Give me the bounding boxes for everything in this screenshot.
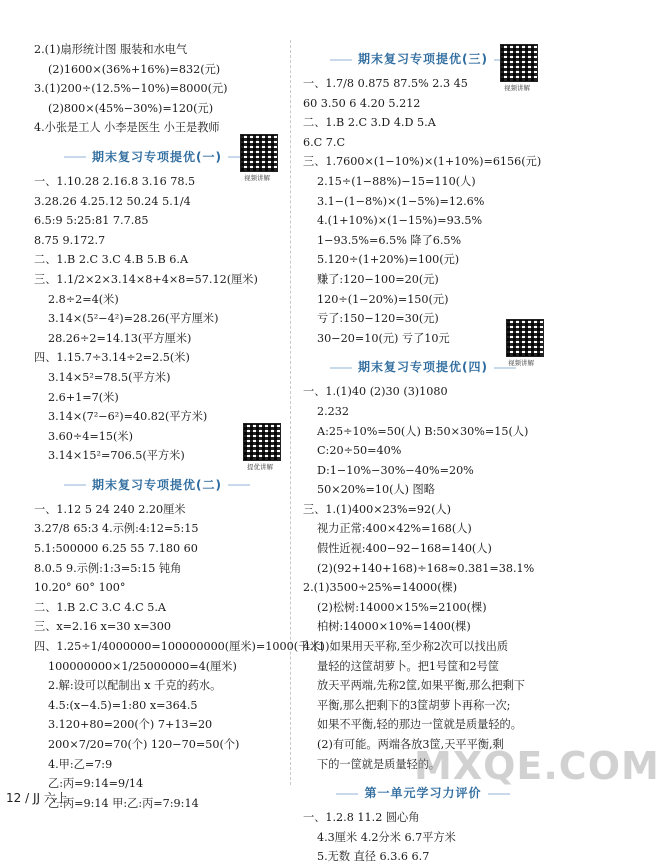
answer-line: 60 3.50 6 4.20 5.212	[303, 96, 421, 110]
answer-line: 量轻的这筐胡萝卜。把1号筐和2号筐	[317, 659, 500, 673]
answer-line: 3.14×(7²−6²)=40.82(平方米)	[48, 410, 208, 424]
answer-line: 乙:丙=9:14 甲:乙:丙=7:9:14	[48, 796, 199, 810]
answer-line: 4.小张是工人 小李是医生 小王是教师	[34, 121, 220, 135]
answer-line: 120÷(1−20%)=150(元)	[317, 292, 449, 306]
answer-line: 100000000×1/25000000=4(厘米)	[48, 659, 237, 673]
answer-line: 3.14×15²=706.5(平方米)	[48, 449, 185, 463]
qr-label-3: 提优讲解	[247, 463, 273, 471]
answer-line: 一、1.(1)40 (2)30 (3)1080	[303, 385, 448, 399]
answer-line: 30−20=10(元) 亏了10元	[317, 331, 450, 345]
answer-line: 4.5:(x−4.5)=1:80 x=364.5	[48, 698, 198, 712]
answer-line: 3.1−(1−8%)×(1−5%)=12.6%	[317, 194, 485, 208]
answer-line: 8.0.5 9.示例:1:3=5:15 钝角	[34, 561, 182, 575]
answer-line: 2.6+1=7(米)	[48, 390, 119, 404]
answer-line: 4.(1+10%)×(1−15%)=93.5%	[317, 214, 483, 228]
qr-code-4	[506, 319, 544, 357]
watermark: MXQE.COM	[414, 744, 660, 788]
answer-line: (2)1600×(36%+16%)=832(元)	[48, 62, 221, 76]
section-title: 期末复习专项提优(一)	[34, 148, 280, 165]
answer-line: 3.(1)200÷(12.5%−10%)=8000(元)	[34, 82, 228, 96]
answer-line: 二、1.B 2.C 3.C 4.B 5.B 6.A	[34, 253, 189, 267]
answer-line: 三、1.7600×(1−10%)×(1+10%)=6156(元)	[303, 155, 542, 169]
answer-line: A:25÷10%=50(人) B:50×30%=15(人)	[317, 424, 529, 438]
answer-line: 三、1.(1)400×23%=92(人)	[303, 502, 452, 516]
answer-line: 4.(1)如果用天平称,至少称2次可以找出质	[303, 640, 509, 654]
answer-line: D:1−10%−30%−40%=20%	[317, 463, 474, 477]
answer-line: C:20÷50=40%	[317, 444, 402, 458]
answer-line: (2)800×(45%−30%)=120(元)	[48, 101, 214, 115]
answer-line: 三、1.1/2×2×3.14×8+4×8=57.12(厘米)	[34, 272, 258, 286]
answer-line: 乙:丙=9:14=9/14	[48, 777, 144, 791]
section-header	[34, 472, 280, 498]
answer-line: 亏了:150−120=30(元)	[317, 312, 439, 326]
answer-line: 4.甲:乙=7:9	[48, 757, 113, 771]
answer-line: 四、1.25÷1/4000000=100000000(厘米)=1000(千米)	[34, 640, 325, 654]
answer-line: 2.解:设可以配制出 x 千克的药水。	[48, 679, 222, 693]
column-divider	[290, 40, 291, 785]
answer-line: 2.15÷(1−88%)−15=110(人)	[317, 174, 476, 188]
answer-line: 28.26÷2=14.13(平方厘米)	[48, 331, 192, 345]
answer-line: 3.14×5²=78.5(平方米)	[48, 370, 171, 384]
answer-line: 2.232	[317, 404, 350, 418]
answer-line: 一、1.12 5 24 240 2.20厘米	[34, 502, 186, 516]
section-header	[303, 354, 543, 380]
answer-line: 2.8÷2=4(米)	[48, 292, 119, 306]
qr-label-1: 视频讲解	[504, 84, 530, 92]
qr-code-3	[243, 423, 281, 461]
answer-line: 平衡,那么把剩下的3筐胡萝卜再称一次;	[317, 698, 511, 712]
answer-line: 假性近视:400−92−168=140(人)	[317, 542, 492, 556]
qr-code-1	[500, 44, 538, 82]
answer-line: 4.3厘米 4.2分米 6.7平方米	[317, 830, 456, 844]
answer-line: 一、1.7/8 0.875 87.5% 2.3 45	[303, 77, 468, 90]
answer-line: 2.(1)3500÷25%=14000(棵)	[303, 581, 458, 595]
answer-line: 10.20° 60° 100°	[34, 581, 126, 595]
answer-line: 3.28.26 4.25.12 50.24 5.1/4	[34, 194, 191, 208]
qr-code-2	[240, 134, 278, 172]
answer-line: 8.75 9.172.7	[34, 233, 106, 247]
answer-line: 视力正常:400×42%=168(人)	[317, 522, 472, 536]
answer-line: (2)有可能。两端各放3筐,天平平衡,剩	[317, 738, 504, 751]
answer-line: 3.14×(5²−4²)=28.26(平方厘米)	[48, 312, 219, 326]
qr-label-4: 视频讲解	[508, 359, 534, 367]
answer-line: 放天平两端,先称2筐,如果平衡,那么把剩下	[317, 679, 525, 693]
answer-line: 三、x=2.16 x=30 x=300	[34, 620, 172, 634]
section-title: 期末复习专项提优(四)	[303, 358, 543, 375]
right-column	[303, 40, 543, 867]
answer-line: 200×7/20=70(个) 120−70=50(个)	[48, 738, 240, 751]
page-footer: 12 / JJ 六上	[6, 791, 68, 805]
answer-line: 3.27/8 65:3 4.示例:4:12=5:15	[34, 522, 199, 536]
answer-line: 一、1.10.28 2.16.8 3.16 78.5	[34, 174, 196, 188]
answer-line: 二、1.B 2.C 3.D 4.D 5.A	[303, 116, 436, 130]
answer-line: 1−93.5%=6.5% 降了6.5%	[317, 233, 462, 247]
answer-line: 5.无数 直径 6.3.6 6.7	[317, 850, 430, 864]
answer-line: 一、1.2.8 11.2 圆心角	[303, 811, 420, 825]
answer-line: (2)(92+140+168)÷168≈0.381=38.1%	[317, 561, 535, 575]
answer-line: 柏树:14000×10%=1400(棵)	[317, 620, 471, 634]
answer-line: 二、1.B 2.C 3.C 4.C 5.A	[34, 600, 166, 614]
answer-line: 5.120÷(1+20%)=100(元)	[317, 253, 460, 267]
answer-line: 3.60÷4=15(米)	[48, 429, 133, 443]
qr-label-2: 视频讲解	[244, 174, 270, 182]
section-title: 第一单元学习力评价	[303, 784, 543, 801]
answer-line: (2)松树:14000×15%=2100(棵)	[317, 600, 487, 614]
section-title: 期末复习专项提优(二)	[34, 476, 280, 493]
answer-line: 50×20%=10(人) 图略	[317, 483, 435, 497]
answer-line: 赚了:120−100=20(元)	[317, 272, 439, 286]
section-title: 期末复习专项提优(三)	[303, 50, 543, 67]
answer-line: 如果不平衡,轻的那边一筐就是质量轻的。	[317, 718, 522, 732]
answer-line: 5.1:500000 6.25 55 7.180 60	[34, 542, 198, 556]
answer-line: 2.(1)扇形统计图 服装和水电气	[34, 43, 188, 56]
answer-line: 3.120+80=200(个) 7+13=20	[48, 718, 213, 732]
answer-line: 6.C 7.C	[303, 135, 346, 149]
answer-line: 6.5:9 5:25:81 7.7.85	[34, 214, 149, 228]
answer-line: 下的一筐就是质量轻的。	[317, 757, 441, 771]
answer-line: 四、1.15.7÷3.14÷2=2.5(米)	[34, 351, 190, 365]
